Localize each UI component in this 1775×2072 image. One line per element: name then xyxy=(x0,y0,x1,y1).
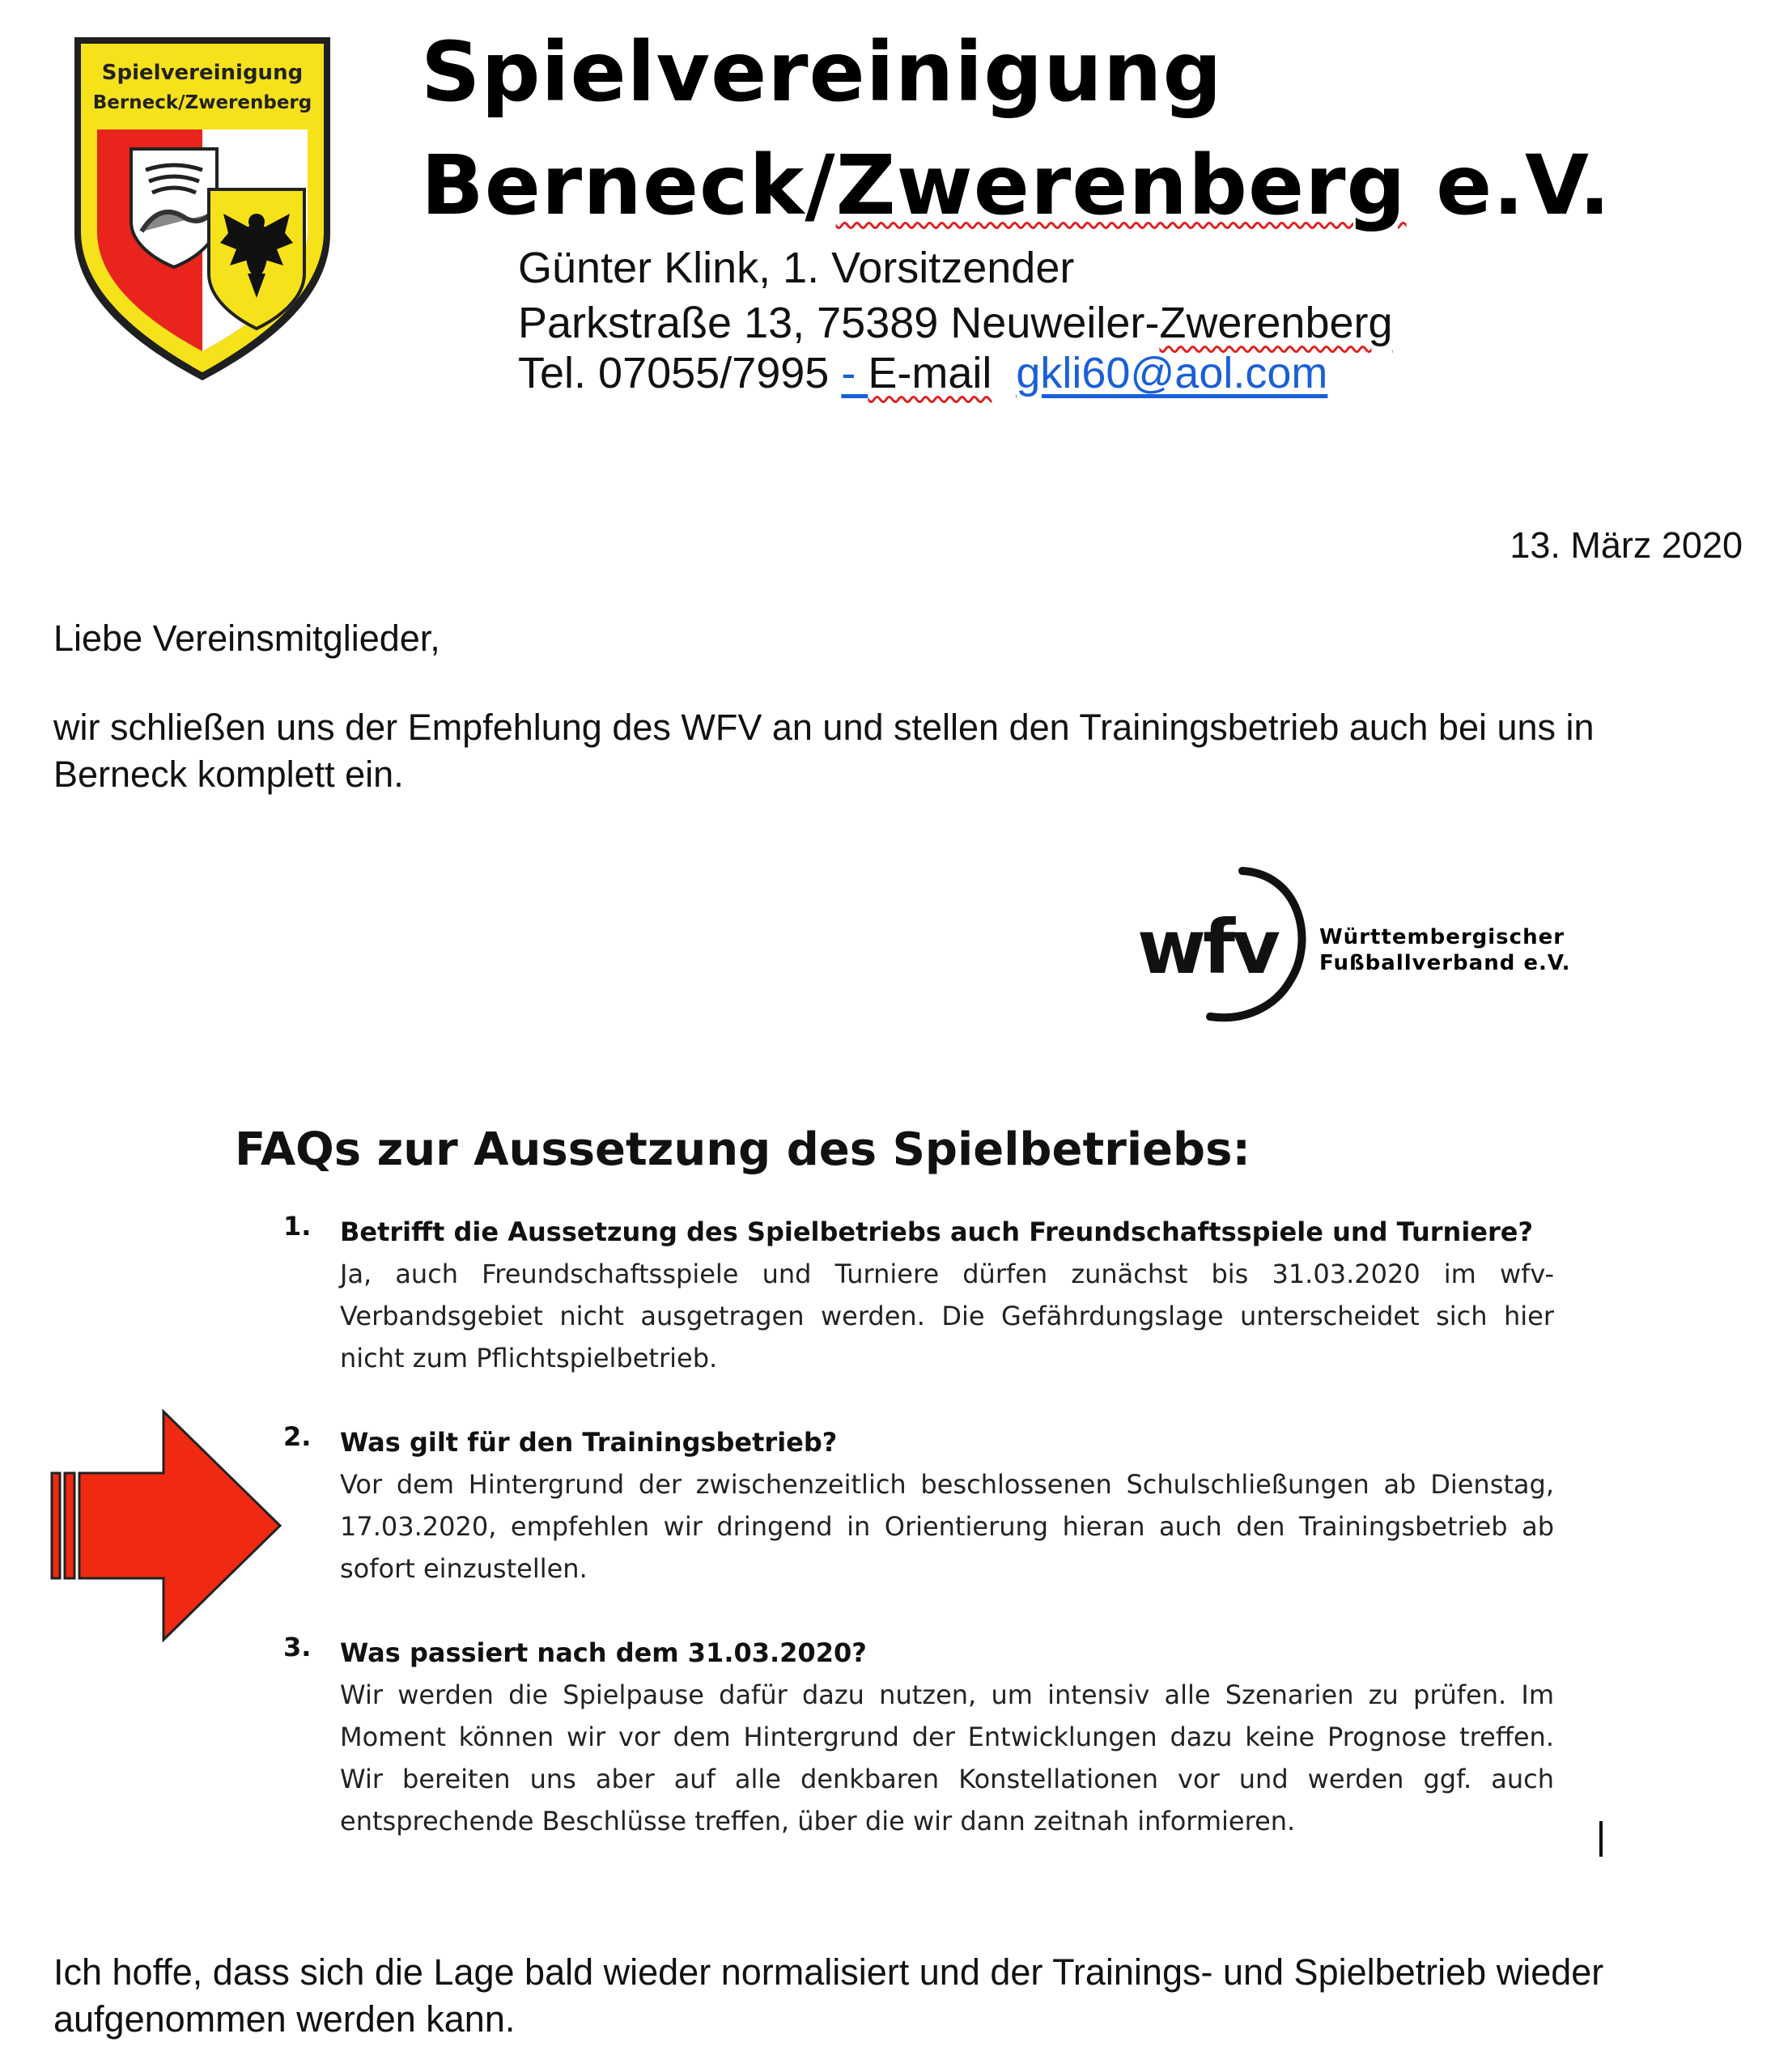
contact-address xyxy=(518,298,1393,348)
faq-question: Betrifft die Aussetzung des Spielbetriebs auch Freundschaftsspiele und Turniere? xyxy=(340,1216,1534,1247)
faq-item xyxy=(283,1211,1554,1379)
wfv-logo xyxy=(1129,866,1582,1028)
faq-number: 2. xyxy=(283,1421,312,1452)
club-name-part2-spellcheck: Zwerenberg xyxy=(835,138,1407,234)
contact-phone-email xyxy=(518,348,1327,398)
red-arrow-icon xyxy=(50,1408,285,1643)
faq-number: 1. xyxy=(283,1211,312,1242)
wfv-line2: Fußballverband e.V. xyxy=(1319,951,1571,975)
closing-paragraph: Ich hoffe, dass sich die Lage bald wieder normalisiert und der Trainings- und Spielbetrieb wieder aufgenommen werden kann. xyxy=(53,1951,1604,2040)
email-link[interactable]: gkli60@aol.com xyxy=(1016,349,1328,397)
address-town-spellcheck: Zwerenberg xyxy=(1159,299,1393,347)
dash-text: - xyxy=(841,349,868,397)
club-name-part1: Berneck/ xyxy=(421,138,836,234)
club-crest-logo xyxy=(65,31,340,387)
phone-text: Tel. 07055/7995 xyxy=(518,349,842,397)
faq-question: Was gilt für den Trainingsbetrieb? xyxy=(340,1427,838,1458)
faq-answer: Wir werden die Spielpause dafür dazu nutzen, um intensiv alle Szenarien zu prüfen. Im Moment können wir vor dem Hintergrund der Entwicklungen dazu keine Prognose treffen. Wir bereiten uns aber auf alle denkbaren Konstellationen vor und werden ggf. auch entsprechende Beschlüsse treffen, über die wir dann zeitnah informieren. xyxy=(340,1679,1554,1836)
salutation: Liebe Vereinsmitglieder, xyxy=(53,618,440,659)
crest-text-line2: Berneck/Zwerenberg xyxy=(92,92,312,113)
faq-title: FAQs zur Aussetzung des Spielbetriebs: xyxy=(235,1123,1251,1176)
wfv-line1: Württembergischer xyxy=(1319,925,1565,949)
faq-item xyxy=(283,1632,1554,1842)
contact-name: Günter Klink, 1. Vorsitzender xyxy=(518,244,1075,292)
faq-item xyxy=(283,1421,1554,1590)
email-label: E-mail xyxy=(868,349,992,397)
faq-number: 3. xyxy=(283,1632,312,1662)
crest-text-line1: Spielvereinigung xyxy=(101,61,304,85)
faq-question: Was passiert nach dem 31.03.2020? xyxy=(340,1637,867,1668)
faq-answer: Ja, auch Freundschaftsspiele und Turniere dürfen zunächst bis 31.03.2020 im wfv-Verbandsgebiet nicht ausgetragen werden. Die Gefährdungslage unterscheidet sich hier nicht zum Pflichtspielbetrieb. xyxy=(340,1259,1554,1374)
letter-date: 13. März 2020 xyxy=(1510,524,1743,566)
wfv-mark: wfv xyxy=(1137,904,1277,991)
faq-answer: Vor dem Hintergrund der zwischenzeitlich beschlossenen Schulschließungen ab Dienstag, 17.03.2020, empfehlen wir dringend in Orientierung hieran auch den Trainingsbetrieb ab sofort einzustellen. xyxy=(340,1469,1554,1584)
text-cursor xyxy=(1599,1821,1603,1857)
intro-paragraph: wir schließen uns der Empfehlung des WFV an und stellen den Trainingsbetrieb auch bei uns in Berneck komplett ein. xyxy=(53,707,1595,795)
club-name-line2 xyxy=(421,138,1612,234)
club-name-line1: Spielvereinigung xyxy=(421,24,1223,121)
club-name-part3: e.V. xyxy=(1406,138,1612,234)
address-text: Parkstraße 13, 75389 Neuweiler- xyxy=(518,299,1160,347)
